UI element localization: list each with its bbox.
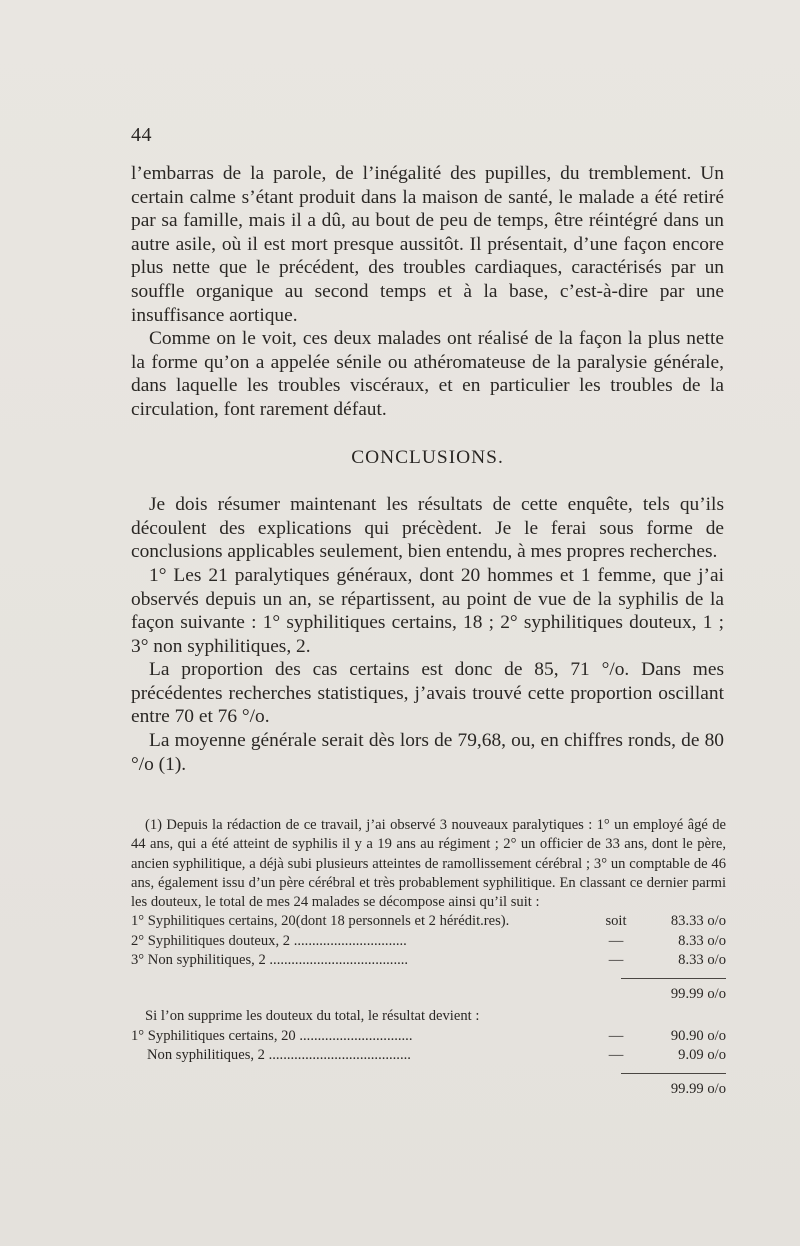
paragraph-1: l’embarras de la parole, de l’inégalité des pupilles, du tremblement. Un certain calme s’étant produit dans la maison de santé, le malade a été retiré par sa famille, mais il a dû, au bout de peu de temps, être réintégré dans un autre asile, où il est mort presque aussitôt. Il présentait, d’une façon encore plus nette que le précédent, des troubles cardiaques, caractérisés par un souffle organique au second temps et à la base, c’est-à-dire par une insuffisance aortique.: [131, 163, 724, 326]
stats-value: 9.09 o/o: [678, 1046, 726, 1063]
stats-total: 99.99 o/o: [670, 986, 726, 1003]
stats-label: 1° Syphilitiques certains, 20 ...............................: [131, 1027, 413, 1044]
stats-value: 90.90 o/o: [670, 1027, 726, 1044]
sum-rule: [621, 978, 726, 979]
stats-table-2: [131, 1027, 726, 1103]
stats-table-1: [131, 912, 726, 1007]
page-number: 44: [131, 124, 152, 146]
main-text: [131, 162, 724, 776]
stats-mark: —: [608, 1027, 624, 1044]
stats-total-row: [131, 985, 726, 1007]
stats-row: [131, 951, 726, 970]
stats-row: [131, 1046, 726, 1065]
stats-value: 8.33 o/o: [678, 952, 726, 969]
stats-label: 3° Non syphilitiques, 2 ......................................: [131, 952, 409, 969]
section-heading: CONCLUSIONS.: [351, 446, 504, 468]
stats-value: 8.33 o/o: [678, 932, 726, 949]
stats-label: 1° Syphilitiques certains, 20(dont 18 personnels et 2 hérédit.res).: [131, 913, 510, 930]
stats-label: Non syphilitiques, 2 .......................................: [147, 1046, 411, 1063]
stats-row: [131, 932, 726, 951]
stats-mark: —: [608, 932, 624, 949]
stats-mark: —: [608, 1046, 624, 1063]
stats-intro: Si l’on supprime les douteux du total, le résultat devient :: [145, 1008, 480, 1025]
stats-total-row: [131, 1080, 726, 1102]
stats-label: 2° Syphilitiques douteux, 2 ...............................: [131, 932, 407, 949]
paragraph-2: Comme on le voit, ces deux malades ont réalisé de la façon la plus nette la forme qu’on a appelée sénile ou athéromateuse de la paralysie générale, dans laquelle les troubles viscéraux, et en particulier les troubles de la circulation, font rarement défaut.: [131, 328, 724, 420]
footnote: [131, 816, 726, 1102]
paragraph-3: Je dois résumer maintenant les résultats de cette enquête, tels qu’ils découlent des explications qui précèdent. Je le ferai sous forme de conclusions applicables seulement, bien entendu, à mes propres recherches.: [131, 494, 724, 563]
stats-mark: soit: [605, 913, 627, 930]
footnote-text: (1) Depuis la rédaction de ce travail, j’ai observé 3 nouveaux paralytiques : 1° un employé âgé de 44 ans, qui a été atteint de syphilis il y a 19 ans au régiment ; 2° un officier de 33 ans, dont le père, ancien syphilitique, a déjà subi plusieurs atteintes de ramollissement cérébral ; 3° un comptable de 46 ans, également issu d’un père cérébral et très probablement syphilitique. En classant ce dernier parmi les douteux, le total de mes 24 malades se décompose ainsi qu’il suit :: [131, 817, 726, 911]
sum-rule: [621, 1073, 726, 1074]
stats-total: 99.99 o/o: [670, 1081, 726, 1098]
paragraph-5: La proportion des cas certains est donc de 85, 71 °/o. Dans mes précédentes recherches statistiques, j’avais trouvé cette proportion oscillant entre 70 et 76 °/o.: [131, 659, 724, 728]
stats-row: [131, 912, 726, 931]
paragraph-4: 1° Les 21 paralytiques généraux, dont 20 hommes et 1 femme, que j’ai observés depuis un an, se répartissent, au point de vue de la syphilis de la façon suivante : 1° syphilitiques certains, 18 ; 2° syphilitiques douteux, 1 ; 3° non syphilitiques, 2.: [131, 564, 724, 657]
stats-row: [131, 1027, 726, 1046]
stats-mark: —: [608, 952, 624, 969]
paragraph-6: La moyenne générale serait dès lors de 79,68, ou, en chiffres ronds, de 80 °/o (1).: [131, 730, 724, 775]
stats-value: 83.33 o/o: [670, 913, 726, 930]
